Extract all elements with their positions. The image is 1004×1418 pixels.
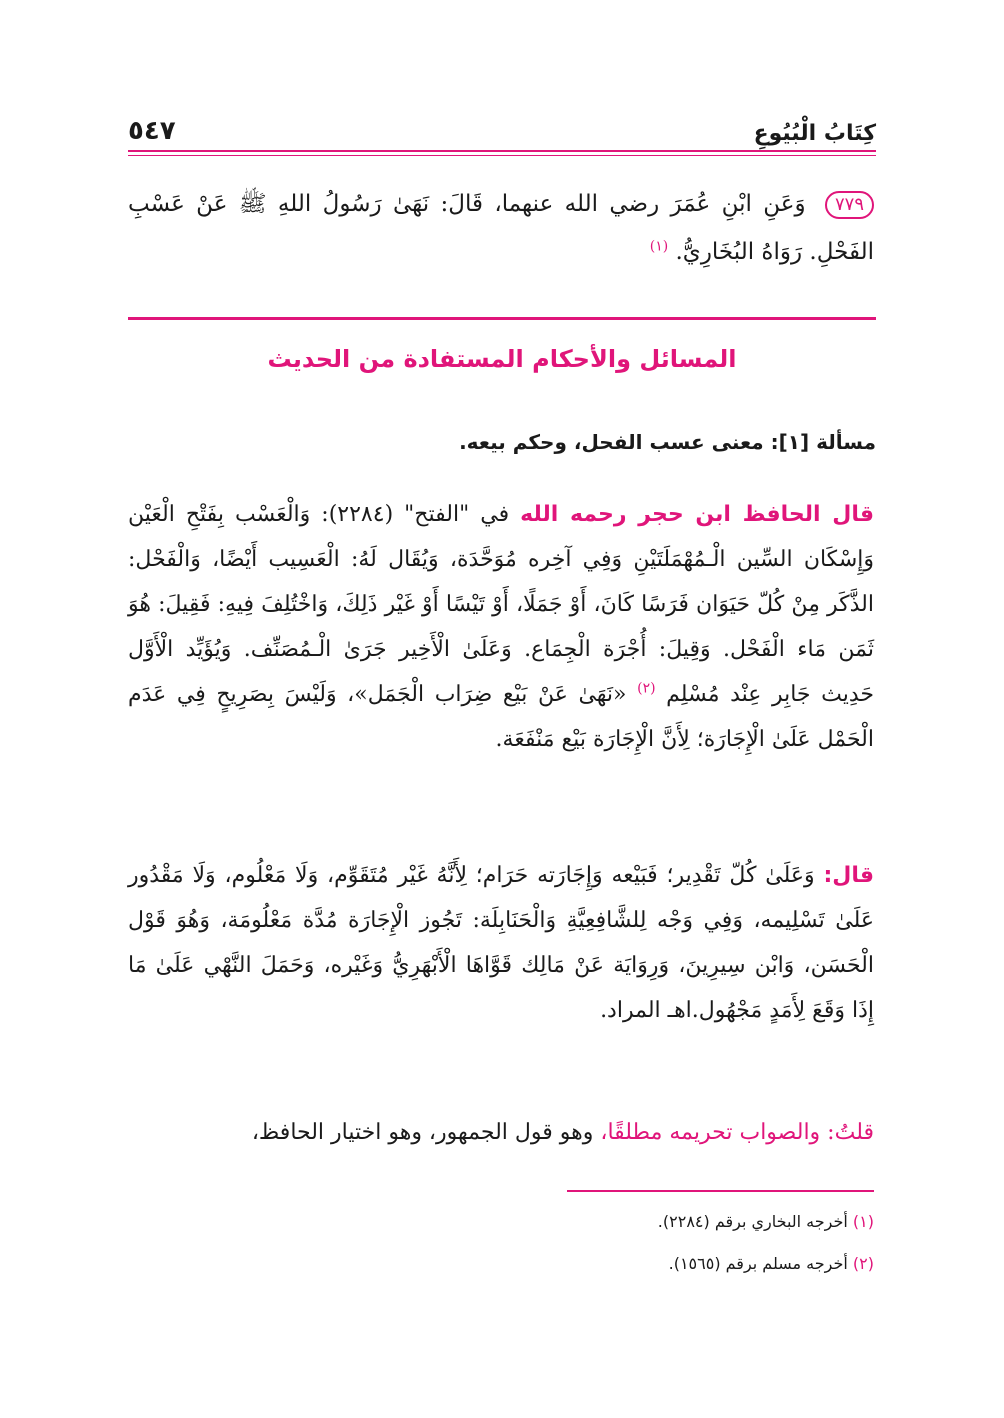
header-rule-thin [128,155,876,156]
page-number: ٥٤٧ [128,116,176,146]
header-rule [128,150,876,152]
footnote-text: أخرجه البخاري برقم (٢٢٨٤). [657,1212,848,1231]
paragraph-ibn-hajar [128,492,874,762]
footnote-ref-2[interactable]: (٢) [637,680,656,697]
page-header [128,112,876,146]
section-rule [128,317,876,320]
paragraph-lead: قال الحافظ ابن حجر رحمه الله [520,502,875,527]
paragraph-lead: قال: [823,863,874,888]
footnote-number: (٢) [852,1254,874,1273]
issue-heading [128,430,876,454]
hadith-number: ٧٧٩ [825,191,874,219]
footnote-1 [128,1212,874,1231]
paragraph-text: وَعَلَىٰ كُلّ تَقْدِير؛ فَبَيْعه وَإِجَارَته حَرَام؛ لِأَنَّهُ غَيْر مُتَقَوِّم، وَلَا مَعْلُوم، وَلَا مَقْدُور عَلَىٰ تَسْلِيمه، وَفِي وَجْه لِلشَّافِعِيَّةِ وَالْحَنَابِلَة: تَجُوز الْإِجَارَة مُدَّة مَعْلُومَة، وَهُوَ قَوْل الْحَسَن، وَابْن سِيرِينَ، وَرِوَايَة عَنْ مَالِك قَوَّاهَا الْأَبْهَرِيُّ وَغَيْره، وَحَمَلَ النَّهْي عَلَىٰ مَا إِذَا وَقَعَ لِأَمَدٍ مَجْهُول.اهـ المراد. [128,863,874,1023]
paragraph-text-continued: «نَهَىٰ عَنْ بَيْع ضِرَاب الْجَمَل»، وَلَيْسَ بِصَرِيحٍ فِي عَدَم الْحَمْل عَلَىٰ الْإِجَارَة؛ لِأَنَّ الْإِجَارَة بَيْع مَنْفَعَة. [128,682,874,752]
hadith-block [128,180,874,276]
footnote-ref-1[interactable]: (١) [649,238,669,255]
footnote-rule [567,1190,874,1192]
issue-title: معنى عسب الفحل، وحكم بيعه. [459,430,764,454]
footnote-text: أخرجه مسلم برقم (١٥٦٥). [668,1254,848,1273]
section-title: المسائل والأحكام المستفادة من الحديث [267,345,737,373]
paragraph-lead: قلتُ: والصواب تحريمه مطلقًا، [600,1120,874,1145]
paragraph-qala [128,853,874,1033]
issue-label: مسألة [١]: [770,430,876,454]
paragraph-text: وهو قول الجمهور، وهو اختيار الحافظ، [251,1120,594,1145]
hadith-text: وَعَنِ ابْنِ عُمَرَ رضي الله عنهما، قَالَ: نَهَىٰ رَسُولُ اللهِ ﷺ عَنْ عَسْبِ الفَحْلِ. رَوَاهُ البُخَارِيُّ. [128,191,874,265]
paragraph-text: في "الفتح" (٢٢٨٤): وَالْعَسْب بِفَتْحِ الْعَيْن وَإِسْكَان السِّين الْـمُهْمَلَتَيْنِ وَفِي آخِره مُوَحَّدَة، وَيُقَال لَهُ: الْعَسِيب أَيْضًا، وَالْفَحْل: الذَّكَر مِنْ كُلّ حَيَوَان فَرَسًا كَانَ، أَوْ جَمَلًا، أَوْ تَيْسًا أَوْ غَيْر ذَلِكَ، وَاخْتُلِفَ فِيهِ: فَقِيلَ: هُوَ ثَمَن مَاء الْفَحْل. وَقِيلَ: أُجْرَة الْجِمَاع. وَعَلَىٰ الْأَخِير جَرَىٰ الْـمُصَنِّف. وَيُؤَيِّد الْأَوَّل حَدِيث جَابِر عِنْد مُسْلِم [128,502,874,707]
footnote-2 [128,1254,874,1273]
footnote-number: (١) [852,1212,874,1231]
paragraph-qultu [128,1110,874,1155]
book-title: كِتَابُ الْبُيُوعِ [753,121,876,146]
